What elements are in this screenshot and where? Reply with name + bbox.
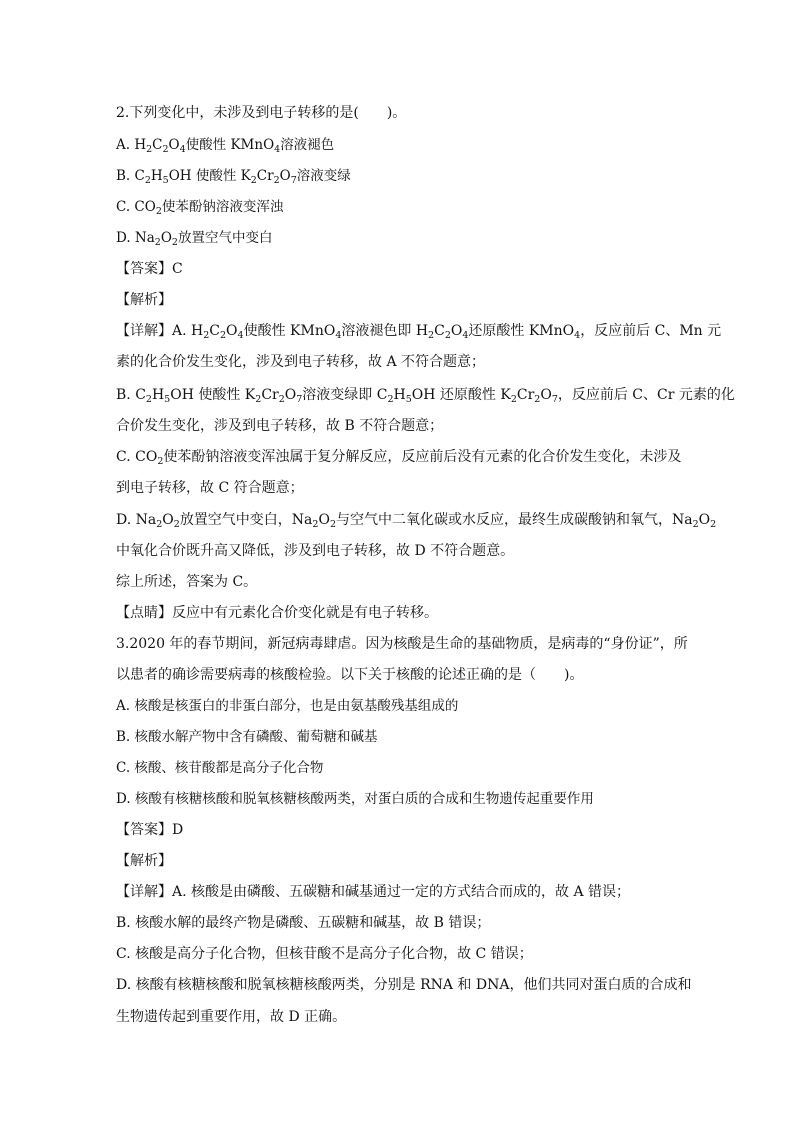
subscript: 4: [462, 330, 469, 341]
subscript: 2: [710, 519, 717, 530]
subscript: 7: [296, 394, 303, 405]
text-run: O: [279, 168, 291, 184]
q3-stem-line: [116, 666, 696, 684]
text-run: H: [393, 387, 406, 403]
subscript: 5: [164, 394, 171, 405]
q3-detail-line: [116, 976, 696, 994]
q3-analysis-heading: [116, 852, 696, 870]
subscript: 2: [250, 175, 257, 186]
text-run: C. CO: [116, 199, 156, 215]
q2-option-c: [116, 198, 696, 216]
subscript: 2: [444, 330, 451, 341]
text-run: Cr: [516, 387, 535, 403]
q2-detail-line: [116, 386, 735, 405]
q3-detail-line: [116, 883, 696, 901]
text-run: 溶液褪色: [280, 137, 335, 153]
text-run: 【点睛】反应中有元素化合价变化就是有电子转移。: [116, 605, 438, 621]
subscript: 2: [510, 394, 517, 405]
q3-answer: [116, 821, 696, 839]
q2-detail-line: [116, 322, 722, 341]
text-run: B. 核酸水解产物中含有磷酸、葡萄糖和碱基: [116, 729, 378, 745]
text-run: O: [162, 512, 174, 528]
text-run: 生物遗传起到重要作用，故 D 正确。: [116, 1009, 347, 1025]
text-run: Cr: [256, 168, 274, 184]
q2-detail-line: [116, 479, 696, 497]
text-run: H: [151, 387, 165, 403]
subscript: 2: [273, 175, 280, 186]
text-run: 溶液褪色即 H: [341, 323, 429, 339]
subscript: 2: [154, 237, 161, 248]
text-run: C: [152, 137, 163, 153]
text-run: 还原酸性 KMnO: [468, 323, 575, 339]
text-run: H: [150, 168, 163, 184]
subscript: 5: [405, 394, 412, 405]
q2-option-b: [116, 167, 696, 185]
q2-answer: [116, 260, 696, 278]
text-run: OH 还原酸性 K: [411, 387, 511, 403]
q3-stem-line: [116, 635, 696, 653]
text-run: D. 核酸有核糖核酸和脱氧核糖核酸两类，分别是 RNA 和 DNA，他们共同对蛋白质的合成和: [116, 977, 692, 993]
text-run: 使酸性 KMnO: [243, 323, 336, 339]
text-run: 溶液变绿即 C: [302, 387, 388, 403]
text-run: O: [540, 387, 552, 403]
subscript: 2: [312, 519, 319, 530]
text-run: 溶液变绿: [296, 168, 351, 184]
q2-stem: [116, 104, 696, 122]
text-run: C: [434, 323, 445, 339]
text-run: OH 使酸性 K: [170, 387, 256, 403]
text-run: 到电子转移，故 C 符合题意；: [116, 480, 304, 496]
text-run: B. C: [116, 387, 146, 403]
subscript: 2: [428, 330, 435, 341]
text-run: O: [450, 323, 463, 339]
text-run: O: [226, 323, 238, 339]
q3-option-d: [116, 790, 696, 808]
subscript: 2: [203, 330, 210, 341]
subscript: 7: [290, 175, 297, 186]
text-run: 使苯酚钠溶液变浑浊属于复分解反应，反应前后没有元素的化合价发生变化，未涉及: [163, 449, 682, 465]
text-run: A. 核酸是核蛋白的非蛋白部分，也是由氨基酸残基组成的: [116, 698, 459, 714]
text-run: 【详解】A. H: [116, 323, 204, 339]
text-run: C. 核酸是高分子化合物，但核苷酸不是高分子化合物，故 C 错误；: [116, 946, 533, 962]
q2-detail-line: [116, 417, 696, 435]
text-run: OH 使酸性 K: [168, 168, 251, 184]
text-run: D. Na: [116, 230, 155, 246]
subscript: 2: [155, 206, 162, 217]
text-run: O: [284, 387, 297, 403]
subscript: 2: [278, 394, 285, 405]
text-run: B. 核酸水解的最终产物是磷酸、五碳糖和碱基，故 B 错误；: [116, 915, 491, 931]
subscript: 7: [551, 394, 558, 405]
text-run: 【答案】C: [116, 261, 183, 277]
subscript: 2: [329, 519, 336, 530]
text-run: O: [318, 512, 330, 528]
subscript: 5: [162, 175, 169, 186]
subscript: 2: [156, 519, 163, 530]
text-run: ，反应前后 C、Mn 元: [580, 323, 722, 339]
text-run: 以患者的确诊需要病毒的核酸检验。以下关于核酸的论述正确的是（ )。: [116, 667, 584, 683]
q2-option-d: [116, 229, 696, 247]
text-run: B. C: [116, 168, 145, 184]
subscript: 4: [574, 330, 581, 341]
text-run: C: [209, 323, 220, 339]
q3-detail-line: [116, 1008, 696, 1026]
text-run: 中氧化合价既升高又降低，涉及到电子转移，故 D 不符合题意。: [116, 543, 515, 559]
q3-detail-line: [116, 914, 696, 932]
q2-tip: [116, 604, 696, 622]
text-run: C. 核酸、核苷酸都是高分子化合物: [116, 760, 324, 776]
subscript: 4: [274, 144, 281, 155]
text-run: ，反应前后 C、Cr 元素的化: [557, 387, 735, 403]
subscript: 2: [220, 330, 227, 341]
subscript: 2: [255, 394, 262, 405]
subscript: 2: [173, 519, 180, 530]
subscript: 2: [157, 456, 164, 467]
subscript: 2: [692, 519, 699, 530]
text-run: 使苯酚钠溶液变浑浊: [161, 199, 284, 215]
text-run: C. CO: [116, 449, 158, 465]
text-run: O: [168, 137, 180, 153]
text-run: A. H: [116, 137, 147, 153]
q2-detail-line: [116, 511, 717, 530]
q2-analysis-heading: [116, 291, 696, 309]
text-run: 素的化合价发生变化，涉及到电子转移，故 A 不符合题意；: [116, 354, 486, 370]
subscript: 2: [162, 144, 169, 155]
q3-option-b: [116, 728, 696, 746]
subscript: 2: [146, 144, 153, 155]
q2-option-a: [116, 136, 696, 154]
text-run: 【解析】: [116, 292, 172, 308]
text-run: 【解析】: [116, 853, 172, 869]
subscript: 2: [145, 394, 152, 405]
q2-summary: [116, 573, 696, 591]
subscript: 4: [335, 330, 342, 341]
text-run: O: [698, 512, 711, 528]
text-run: D. 核酸有核糖核酸和脱氧核糖核酸两类，对蛋白质的合成和生物遗传起重要作用: [116, 791, 594, 807]
text-run: 【详解】A. 核酸是由磷酸、五碳糖和碱基通过一定的方式结合而成的，故 A 错误；: [116, 884, 631, 900]
text-run: 放置空气中变白: [177, 230, 273, 246]
text-run: 【答案】D: [116, 822, 184, 838]
text-run: 放置空气中变白，Na: [179, 512, 313, 528]
subscript: 4: [179, 144, 186, 155]
subscript: 2: [534, 394, 541, 405]
text-run: Cr: [261, 387, 279, 403]
text-run: D. Na: [116, 512, 157, 528]
text-run: 3.2020 年的春节期间，新冠病毒肆虐。因为核酸是生命的基础物质，是病毒的“身份证”，所: [116, 636, 688, 652]
text-run: 合价发生变化，涉及到电子转移，故 B 不符合题意；: [116, 418, 444, 434]
text-run: 使酸性 KMnO: [185, 137, 275, 153]
q3-detail-line: [116, 945, 696, 963]
q3-option-a: [116, 697, 696, 715]
text-run: O: [160, 230, 172, 246]
q2-detail-line: [116, 353, 696, 371]
q3-option-c: [116, 759, 696, 777]
subscript: 2: [387, 394, 394, 405]
subscript: 4: [237, 330, 244, 341]
text-run: 与空气中二氧化碳或水反应，最终生成碳酸钠和氧气，Na: [336, 512, 693, 528]
q2-detail-line: [116, 448, 696, 466]
subscript: 2: [144, 175, 151, 186]
text-run: 2.下列变化中，未涉及到电子转移的是( )。: [116, 105, 407, 121]
q2-detail-line: [116, 542, 696, 560]
subscript: 2: [171, 237, 178, 248]
text-run: 综上所述，答案为 C。: [116, 574, 258, 590]
